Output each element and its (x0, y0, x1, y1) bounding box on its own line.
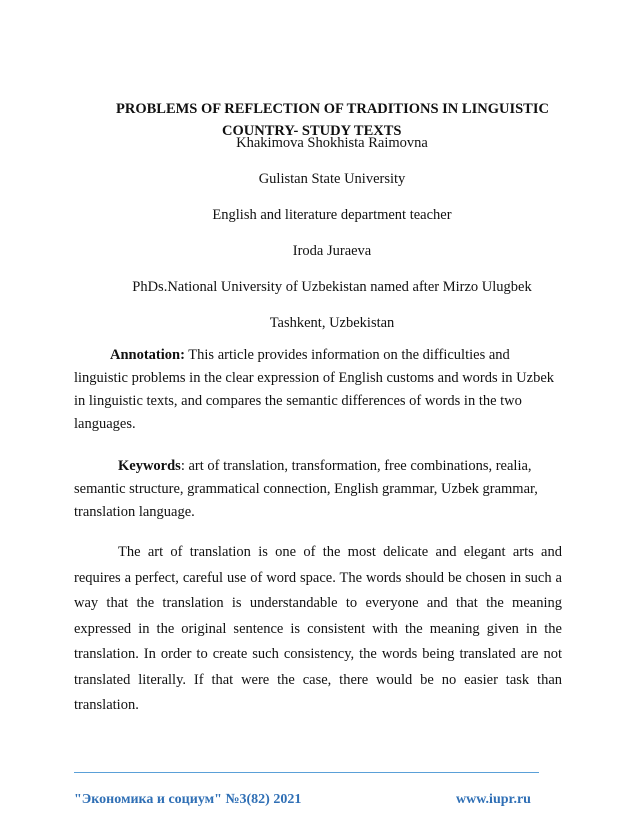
footer-divider (74, 772, 539, 773)
keywords-paragraph (74, 455, 562, 524)
author-affiliation-2: PhDs.National University of Uzbekistan named after Mirzo Ulugbek (132, 279, 532, 295)
annotation-text: This article provides information on the difficulties and linguistic problems in the clear expression of English customs and words in Uzbek in linguistic texts, and compares the semantic differences of words in the two languages. (74, 347, 555, 432)
author-location: Tashkent, Uzbekistan (269, 315, 395, 331)
title-line-2: COUNTRY- STUDY TEXTS (222, 123, 402, 139)
author-name-1: Khakimova Shokhista Raimovna (236, 135, 428, 151)
body-paragraph-1: The art of translation is one of the most delicate and elegant arts and requires a perfect, careful use of word space. The words should be chosen in such a way that the translation is understandable to everyone and that the meaning expressed in the original sentence is consistent with the meaning given in the translation. In order to create such consistency, the words being translated are not translated literally. If that were the case, there would be no easier task than translation. (74, 544, 562, 713)
keywords-text: : art of translation, transformation, free combinations, realia, semantic structure, grammatical connection, English grammar, Uzbek grammar, translation language. (74, 458, 538, 520)
footer-website-link[interactable]: www.iupr.ru (456, 792, 531, 807)
footer-journal: "Экономика и социум" №3(82) 2021 (74, 792, 302, 807)
annotation-label: Annotation: (110, 347, 185, 363)
author-position-1: English and literature department teacher (212, 207, 452, 223)
author-name-2: Iroda Juraeva (292, 243, 372, 259)
keywords-label: Keywords (118, 458, 181, 474)
annotation-paragraph (74, 344, 562, 436)
author-affiliation-1: Gulistan State University (258, 171, 406, 187)
title-line-1: PROBLEMS OF REFLECTION OF TRADITIONS IN LINGUISTIC (116, 101, 549, 117)
